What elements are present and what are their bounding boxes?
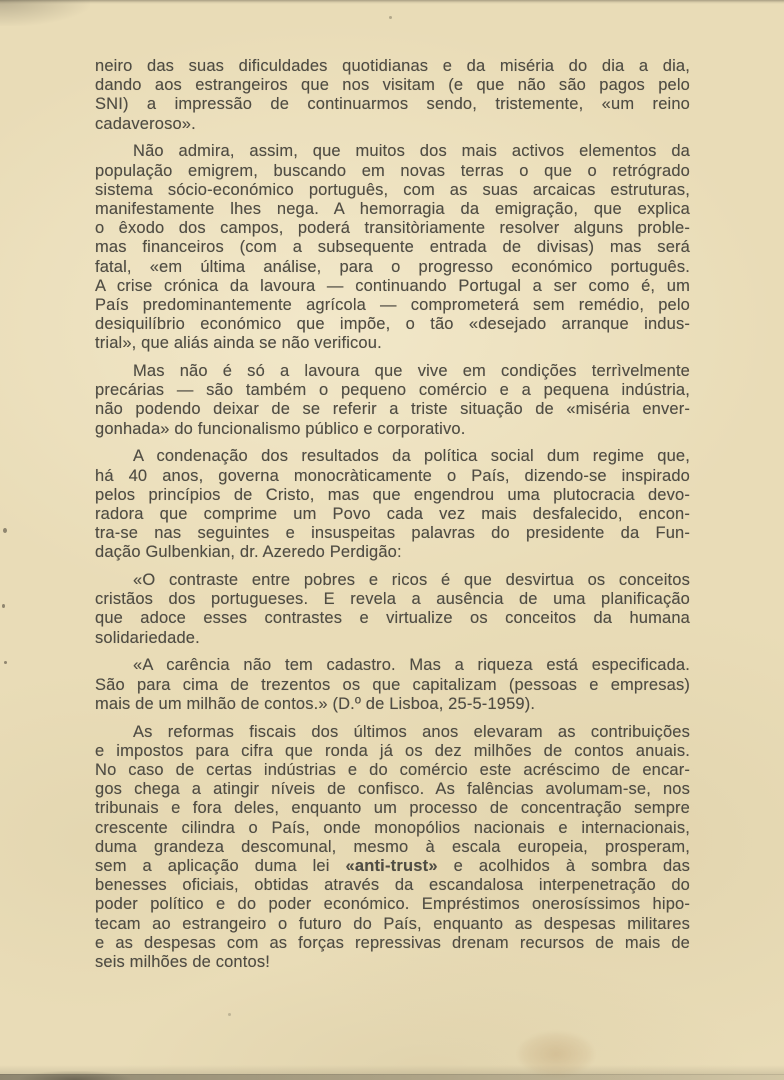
text-line: Não admira, assim, que muitos dos mais activos elementos da (133, 142, 690, 161)
text-line: No caso de certas indústrias e do comércio este acréscimo de encar- (95, 760, 690, 779)
text-line: radora que comprime um Povo cada vez mais desfalecido, encon- (95, 504, 690, 523)
text-line: poder político e do poder económico. Empréstimos onerosíssimos hipo- (95, 895, 690, 914)
text-line: As reformas fiscais dos últimos anos elevaram as contribuições (133, 722, 690, 741)
paragraph (95, 723, 690, 973)
text-line: gonhada» do funcionalismo público e corporativo. (95, 419, 466, 438)
text-line: mais de um milhão de contos.» (D.º de Lisboa, 25-5-1959). (95, 694, 536, 713)
bold-text: «anti-trust» (345, 856, 438, 875)
text-line: Mas não é só a lavoura que vive em condições terrìvelmente (133, 362, 690, 381)
text-line: fatal, «em última análise, para o progresso económico português. (95, 257, 690, 276)
paragraph (95, 57, 690, 134)
text-line: não podendo deixar de se referir a triste situação de «miséria enver- (95, 400, 690, 419)
text-line: trial», que aliás ainda se não verificou. (95, 334, 382, 353)
scan-speck (228, 1013, 231, 1016)
text-line: A condenação dos resultados da política social dum regime que, (133, 447, 690, 466)
text-line: precárias — são também o pequeno comércio e a pequena indústria, (95, 381, 690, 400)
text-line: que adoce esses contrastes e virtualize os conceitos da humana (95, 609, 690, 628)
text-line: solidariedade. (95, 628, 200, 647)
text-line: São para cima de trezentos os que capitalizam (pessoas e empresas) (95, 675, 690, 694)
text-line: população emigrem, buscando em novas terras o que o retrógrado (95, 161, 690, 180)
text-line: e as despesas com as forças repressivas drenam recursos de mais de (95, 933, 690, 952)
text-block (95, 57, 690, 972)
text-line: há 40 anos, governa monocràticamente o País, dizendo-se inspirado (95, 466, 690, 485)
scan-speck (389, 16, 392, 19)
text-line: País predominantemente agrícola — comprometerá sem remédio, pelo (95, 295, 690, 314)
text-line: benesses oficiais, obtidas através da escandalosa interpenetração do (95, 876, 690, 895)
text-line: neiro das suas dificuldades quotidianas e da miséria do dia a dia, (95, 57, 690, 75)
text-line: gos chega a atingir níveis de confisco. As falências avolumam-se, nos (95, 780, 690, 799)
paragraph (95, 362, 690, 439)
scan-stain (518, 1032, 594, 1076)
text-line: manifestamente lhes nega. A hemorragia da emigração, que explica (95, 199, 690, 218)
paragraph (95, 447, 690, 562)
text-line: cadaveroso». (95, 114, 196, 133)
text-line: duma grandeza descomunal, mesmo à escala europeia, prosperam, (95, 837, 690, 856)
text-line: tecam ao estrangeiro o futuro do País, enquanto as despesas militares (95, 914, 690, 933)
text-line: cristãos dos portugueses. E revela a ausência de uma planificação (95, 590, 690, 609)
text-line: «O contraste entre pobres e ricos é que desvirtua os conceitos (133, 571, 690, 590)
scan-speck (3, 528, 7, 533)
text-line: pelos princípios de Cristo, mas que engendrou uma plutocracia devo- (95, 485, 690, 504)
paragraph (95, 571, 690, 648)
text-line: SNI) a impressão de continuarmos sendo, tristemente, «um reino (95, 95, 690, 114)
text-line: dação Gulbenkian, dr. Azeredo Perdigão: (95, 543, 402, 562)
text-line: e impostos para cifra que ronda já os dez milhões de contos anuais. (95, 741, 690, 760)
text-line: o êxodo dos campos, poderá transitòriamente resolver alguns proble- (95, 219, 690, 238)
text-line: mas financeiros (com a subsequente entrada de divisas) mas será (95, 238, 690, 257)
scan-corner-shadow-topleft (0, 0, 90, 26)
text-line: «A carência não tem cadastro. Mas a riqueza está especificada. (133, 656, 690, 675)
text-line: sem a aplicação duma lei «anti-trust» e acolhidos à sombra das (95, 856, 690, 875)
scan-corner-shadow-bottomleft (20, 1071, 130, 1080)
text-line: tra-se nas seguintes e insuspeitas palavras do presidente da Fun- (95, 524, 690, 543)
scan-speck (4, 661, 7, 664)
text-line: crescente cilindra o País, onde monopólios nacionais e internacionais, (95, 818, 690, 837)
text-line: tribunais e fora deles, enquanto um processo de concentração sempre (95, 799, 690, 818)
text-line: dando aos estrangeiros que nos visitam (e que não são pagos pelo (95, 76, 690, 95)
scan-edge-top (0, 0, 784, 4)
paragraph (95, 656, 690, 714)
scan-speck (2, 604, 5, 608)
text-line: seis milhões de contos! (95, 952, 270, 971)
text-line: desiquilíbrio económico que impõe, o tão «desejado arranque indus- (95, 315, 690, 334)
paragraph (95, 142, 690, 353)
text-line: A crise crónica da lavoura — continuando Portugal a ser como é, um (95, 276, 690, 295)
text-line: sistema sócio-económico português, com as suas arcaicas estruturas, (95, 180, 690, 199)
